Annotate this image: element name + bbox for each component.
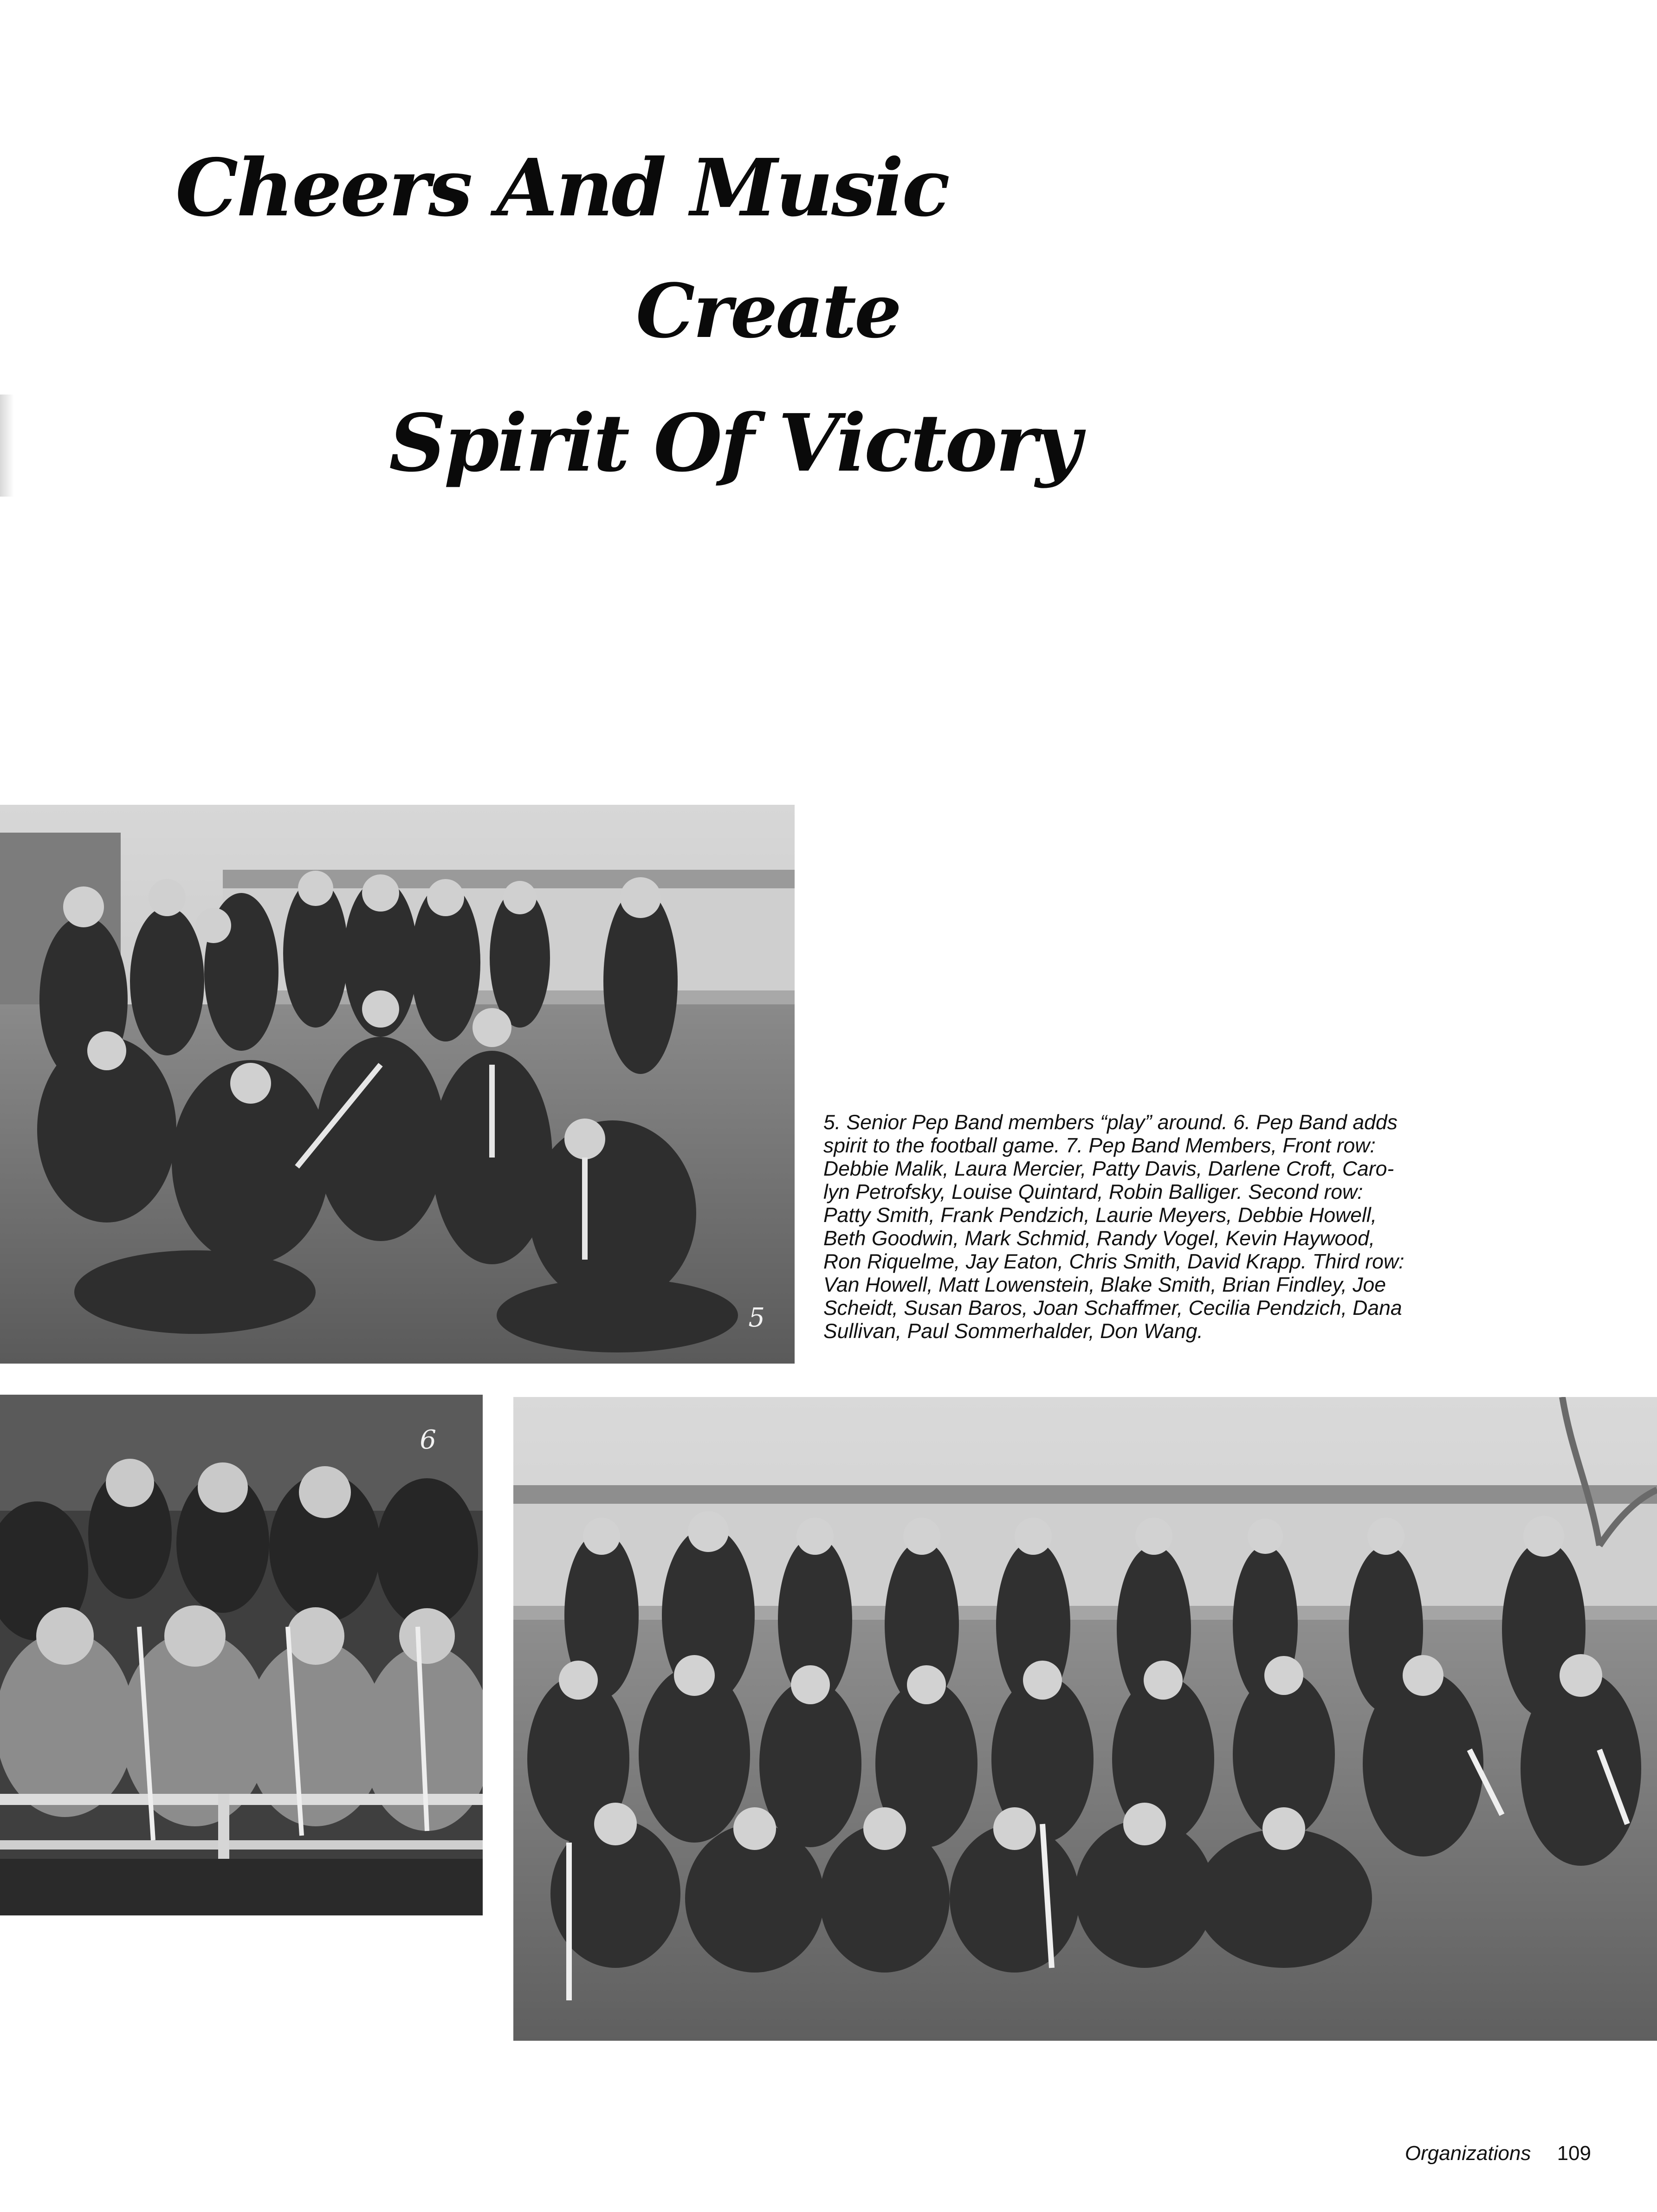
footer-section-name: Organizations xyxy=(1405,2142,1531,2165)
photo-caption xyxy=(823,1111,1473,1343)
headline-line-1: Cheers And Music xyxy=(175,142,948,234)
caption-line: Ron Riquelme, Jay Eaton, Chris Smith, David Krapp. Third row: xyxy=(823,1250,1405,1273)
photo-pep-band-group-image xyxy=(513,1397,1657,2041)
caption-line: Patty Smith, Frank Pendzich, Laurie Meyers, Debbie Howell, xyxy=(823,1204,1377,1227)
photo-pep-band-stands-image xyxy=(0,1395,483,1915)
caption-line: spirit to the football game. 7. Pep Band Members, Front row: xyxy=(823,1134,1376,1157)
footer-page-number: 109 xyxy=(1557,2142,1591,2165)
photo-pep-band-group xyxy=(513,1397,1657,2041)
caption-line: 5. Senior Pep Band members “play” around. 6. Pep Band adds xyxy=(823,1111,1398,1134)
page-footer xyxy=(1405,2143,1591,2164)
caption-line: Debbie Malik, Laura Mercier, Patty Davis, Darlene Croft, Caro- xyxy=(823,1158,1394,1180)
caption-line: Beth Goodwin, Mark Schmid, Randy Vogel, Kevin Haywood, xyxy=(823,1227,1375,1250)
photo-senior-pep-band-image xyxy=(0,805,795,1364)
page-edge-shadow xyxy=(0,395,14,497)
headline-line-2: Create xyxy=(636,267,900,355)
caption-line: Sullivan, Paul Sommerhalder, Don Wang. xyxy=(823,1320,1203,1343)
photo-pep-band-stands xyxy=(0,1395,483,1915)
caption-line: Scheidt, Susan Baros, Joan Schaffmer, Cecilia Pendzich, Dana xyxy=(823,1297,1402,1319)
headline-line-3: Spirit Of Victory xyxy=(389,397,1080,490)
photo-senior-pep-band xyxy=(0,805,795,1364)
caption-line: Van Howell, Matt Lowenstein, Blake Smith, Brian Findley, Joe xyxy=(823,1274,1386,1296)
caption-line: lyn Petrofsky, Louise Quintard, Robin Balliger. Second row: xyxy=(823,1181,1363,1203)
photo-5-number: 5 xyxy=(748,1303,765,1333)
photo-6-number: 6 xyxy=(420,1425,436,1455)
